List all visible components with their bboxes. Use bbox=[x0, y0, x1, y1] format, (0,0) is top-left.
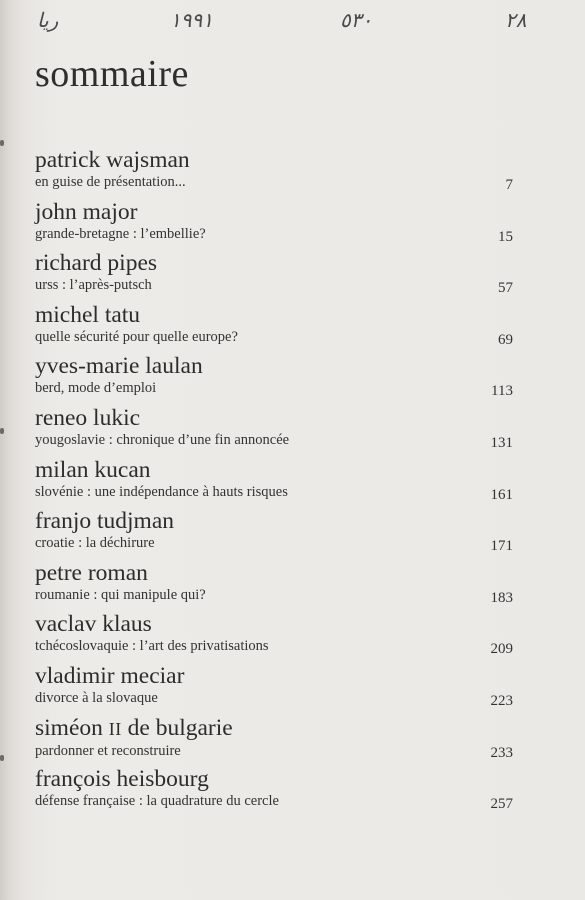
entry-page-number: 209 bbox=[490, 641, 513, 658]
toc-entry bbox=[35, 354, 513, 406]
entry-subtitle: quelle sécurité pour quelle europe? bbox=[35, 328, 238, 345]
binding-hole-mark bbox=[0, 140, 4, 146]
entry-author: patrick wajsman bbox=[35, 147, 190, 173]
binding-hole-mark bbox=[0, 428, 4, 434]
entry-page-number: 7 bbox=[505, 177, 513, 193]
handwritten-mark: ٥٣٠ bbox=[340, 8, 373, 32]
toc-entry bbox=[35, 200, 513, 252]
entry-page-number: 257 bbox=[490, 796, 513, 813]
handwritten-mark: ١٩٩١ bbox=[170, 8, 213, 32]
toc-entry bbox=[35, 612, 513, 664]
entry-subtitle: grande-bretagne : l’embellie? bbox=[35, 225, 206, 242]
entry-page-number: 171 bbox=[490, 538, 513, 555]
toc-entry bbox=[35, 458, 513, 510]
entry-author: franjo tudjman bbox=[35, 508, 175, 535]
toc-entry bbox=[35, 664, 513, 716]
entry-subtitle: berd, mode d’emploi bbox=[35, 380, 157, 397]
entry-subtitle: en guise de présentation... bbox=[35, 174, 186, 190]
page-title: sommaire bbox=[35, 53, 189, 95]
entry-author: petre roman bbox=[35, 559, 148, 586]
toc-entry bbox=[35, 716, 513, 768]
entry-author: milan kucan bbox=[35, 456, 151, 483]
entry-subtitle: défense française : la quadrature du cercle bbox=[35, 793, 279, 810]
entry-page-number: 131 bbox=[490, 434, 513, 451]
entry-page-number: 161 bbox=[490, 486, 513, 503]
toc-entry bbox=[35, 148, 513, 200]
author-regnal-numeral: II bbox=[108, 718, 122, 739]
entry-page-number: 233 bbox=[490, 744, 513, 761]
author-name-part: siméon bbox=[35, 714, 109, 741]
entry-subtitle: yougoslavie : chronique d’une fin annoncée bbox=[35, 431, 290, 448]
toc-entry bbox=[35, 767, 513, 819]
toc-entry bbox=[35, 251, 513, 303]
entry-subtitle: tchécoslovaquie : l’art des privatisations bbox=[35, 638, 269, 655]
entry-author: vaclav klaus bbox=[35, 611, 152, 638]
toc-entry bbox=[35, 303, 513, 355]
entry-page-number: 69 bbox=[498, 331, 513, 348]
entry-page-number: 183 bbox=[490, 589, 513, 606]
entry-author: richard pipes bbox=[35, 250, 158, 277]
entry-subtitle: roumanie : qui manipule qui? bbox=[35, 586, 206, 603]
handwritten-mark: ٢٨ bbox=[505, 8, 527, 32]
entry-author: john major bbox=[35, 198, 138, 225]
entry-page-number: 113 bbox=[491, 383, 513, 400]
entry-author bbox=[35, 716, 513, 742]
author-name-part: de bulgarie bbox=[121, 714, 233, 741]
entry-subtitle: slovénie : une indépendance à hauts risques bbox=[35, 483, 288, 500]
toc-entry bbox=[35, 509, 513, 561]
table-of-contents bbox=[35, 148, 513, 819]
entry-subtitle: urss : l’après-putsch bbox=[35, 277, 152, 294]
binding-hole-mark bbox=[0, 755, 4, 761]
handwritten-mark: ريا bbox=[37, 8, 59, 32]
toc-entry bbox=[35, 406, 513, 458]
toc-entry bbox=[35, 561, 513, 613]
entry-author: françois heisbourg bbox=[35, 766, 209, 793]
entry-subtitle: croatie : la déchirure bbox=[35, 535, 155, 552]
entry-author: yves-marie laulan bbox=[35, 353, 203, 380]
entry-author: vladimir meciar bbox=[35, 662, 185, 689]
entry-author: reneo lukic bbox=[35, 404, 141, 431]
entry-subtitle: pardonner et reconstruire bbox=[35, 742, 181, 759]
entry-author: michel tatu bbox=[35, 301, 141, 328]
entry-page-number: 15 bbox=[498, 228, 513, 245]
entry-page-number: 223 bbox=[490, 692, 513, 709]
entry-page-number: 57 bbox=[498, 280, 513, 297]
entry-subtitle: divorce à la slovaque bbox=[35, 689, 158, 706]
